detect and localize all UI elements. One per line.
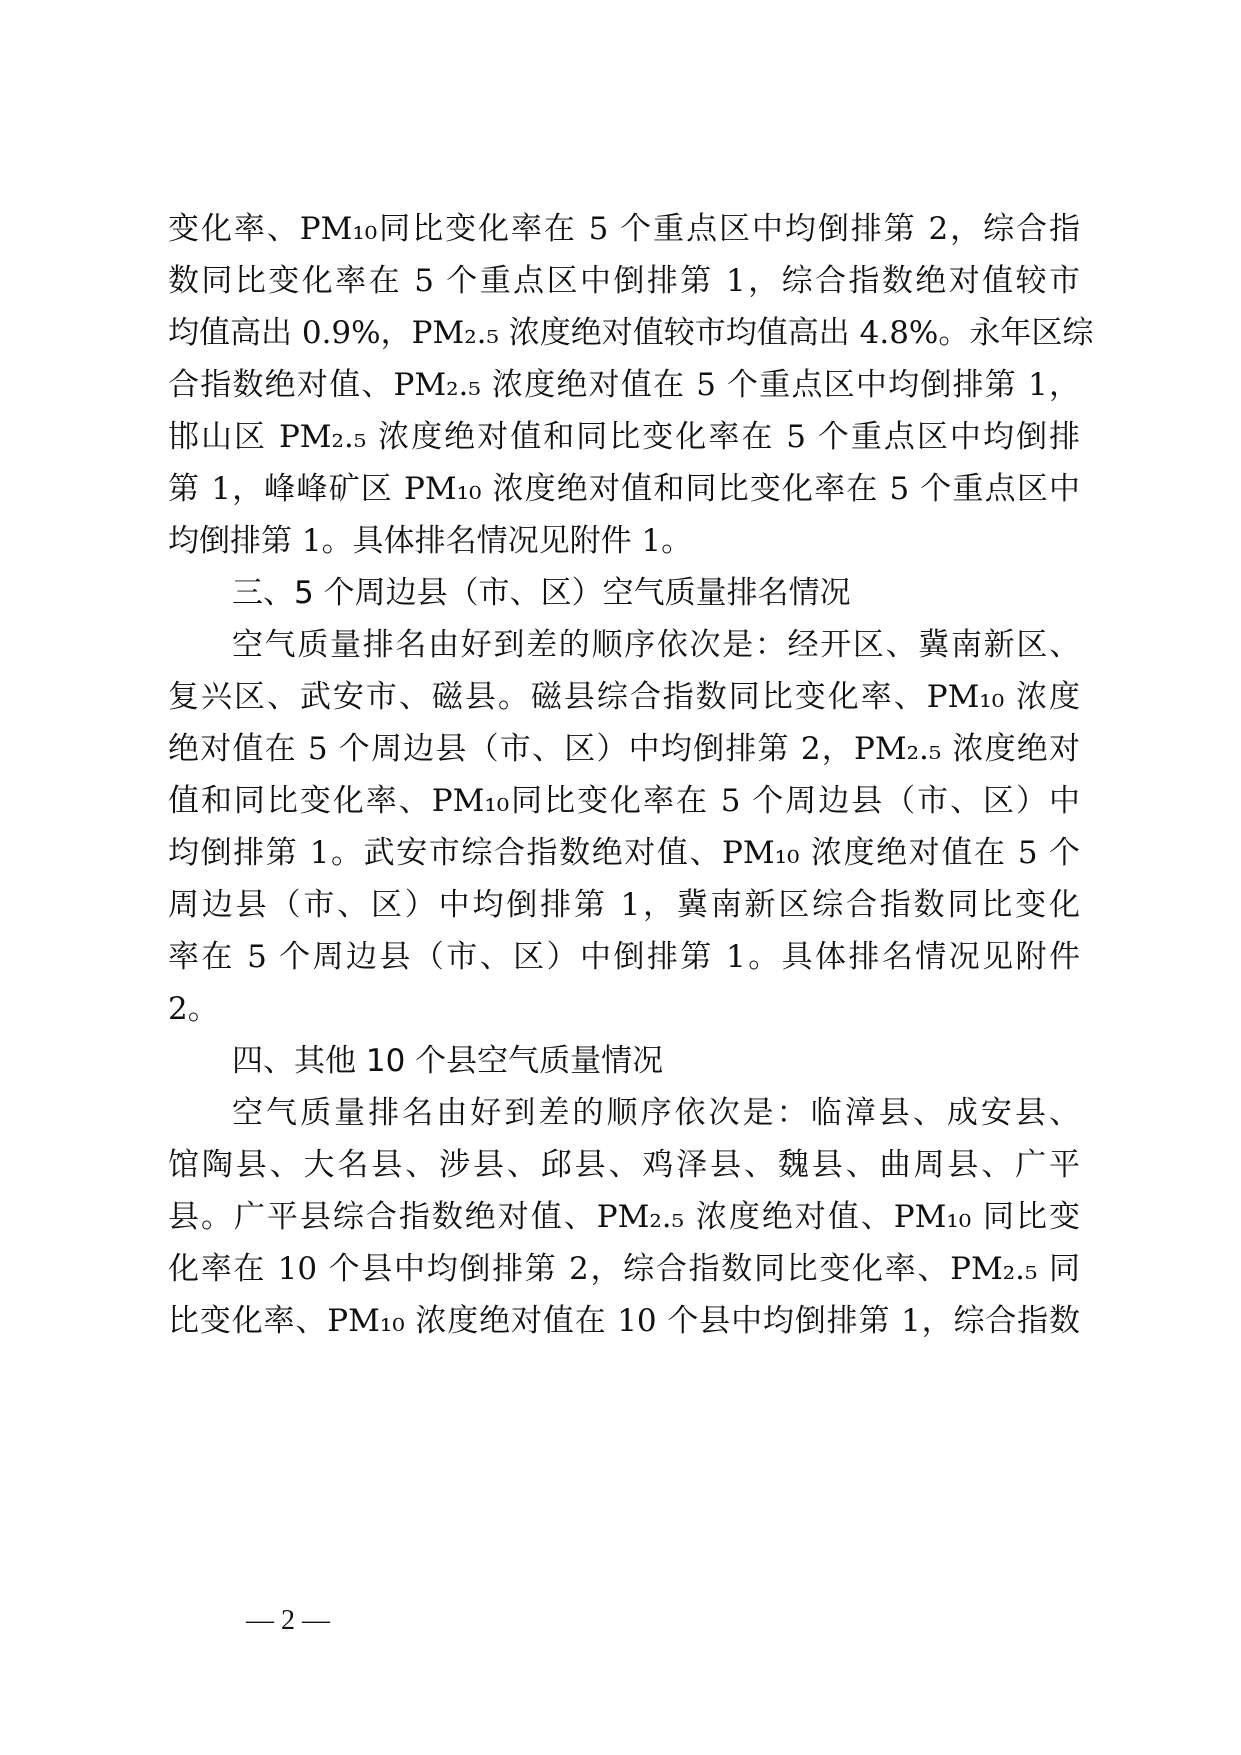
paragraph-line: 化率在 10 个县中均倒排第 2，综合指数同比变化率、PM₂.₅ 同 (168, 1251, 1080, 1287)
paragraph-line: 合指数绝对值、PM₂.₅ 浓度绝对值在 5 个重点区中均倒排第 1， (168, 367, 1080, 403)
paragraph-line: 均值高出 0.9%，PM₂.₅ 浓度绝对值较市均值高出 4.8%。永年区综 (168, 315, 1094, 351)
paragraph-line: 第 1，峰峰矿区 PM₁₀ 浓度绝对值和同比变化率在 5 个重点区中 (168, 471, 1080, 507)
paragraph-line: 值和同比变化率、PM₁₀同比变化率在 5 个周边县（市、区）中 (168, 783, 1080, 819)
paragraph-line: 变化率、PM₁₀同比变化率在 5 个重点区中均倒排第 2，综合指 (168, 211, 1080, 247)
paragraph-line: 复兴区、武安市、磁县。磁县综合指数同比变化率、PM₁₀ 浓度 (168, 679, 1080, 715)
page-number: — 2 — (246, 1605, 330, 1636)
paragraph-line: 数同比变化率在 5 个重点区中倒排第 1，综合指数绝对值较市 (168, 263, 1080, 299)
paragraph-line: 2。 (168, 991, 219, 1027)
paragraph-line: 县。广平县综合指数绝对值、PM₂.₅ 浓度绝对值、PM₁₀ 同比变 (168, 1199, 1080, 1235)
paragraph-line: 均倒排第 1。具体排名情况见附件 1。 (168, 523, 693, 559)
paragraph-line: 周边县（市、区）中均倒排第 1，冀南新区综合指数同比变化 (168, 887, 1080, 923)
paragraph-line: 比变化率、PM₁₀ 浓度绝对值在 10 个县中均倒排第 1，综合指数 (168, 1303, 1080, 1339)
paragraph-line: 馆陶县、大名县、涉县、邱县、鸡泽县、魏县、曲周县、广平 (168, 1147, 1080, 1183)
paragraph-line: 空气质量排名由好到差的顺序依次是：临漳县、成安县、 (232, 1095, 1080, 1131)
paragraph-line: 率在 5 个周边县（市、区）中倒排第 1。具体排名情况见附件 (168, 939, 1080, 975)
paragraph-line: 空气质量排名由好到差的顺序依次是：经开区、冀南新区、 (232, 627, 1080, 663)
section-heading: 四、其他 10 个县空气质量情况 (232, 1043, 664, 1079)
section-heading: 三、5 个周边县（市、区）空气质量排名情况 (232, 575, 851, 611)
paragraph-line: 均倒排第 1。武安市综合指数绝对值、PM₁₀ 浓度绝对值在 5 个 (168, 835, 1080, 871)
paragraph-line: 邯山区 PM₂.₅ 浓度绝对值和同比变化率在 5 个重点区中均倒排 (168, 419, 1080, 455)
paragraph-line: 绝对值在 5 个周边县（市、区）中均倒排第 2，PM₂.₅ 浓度绝对 (168, 731, 1080, 767)
